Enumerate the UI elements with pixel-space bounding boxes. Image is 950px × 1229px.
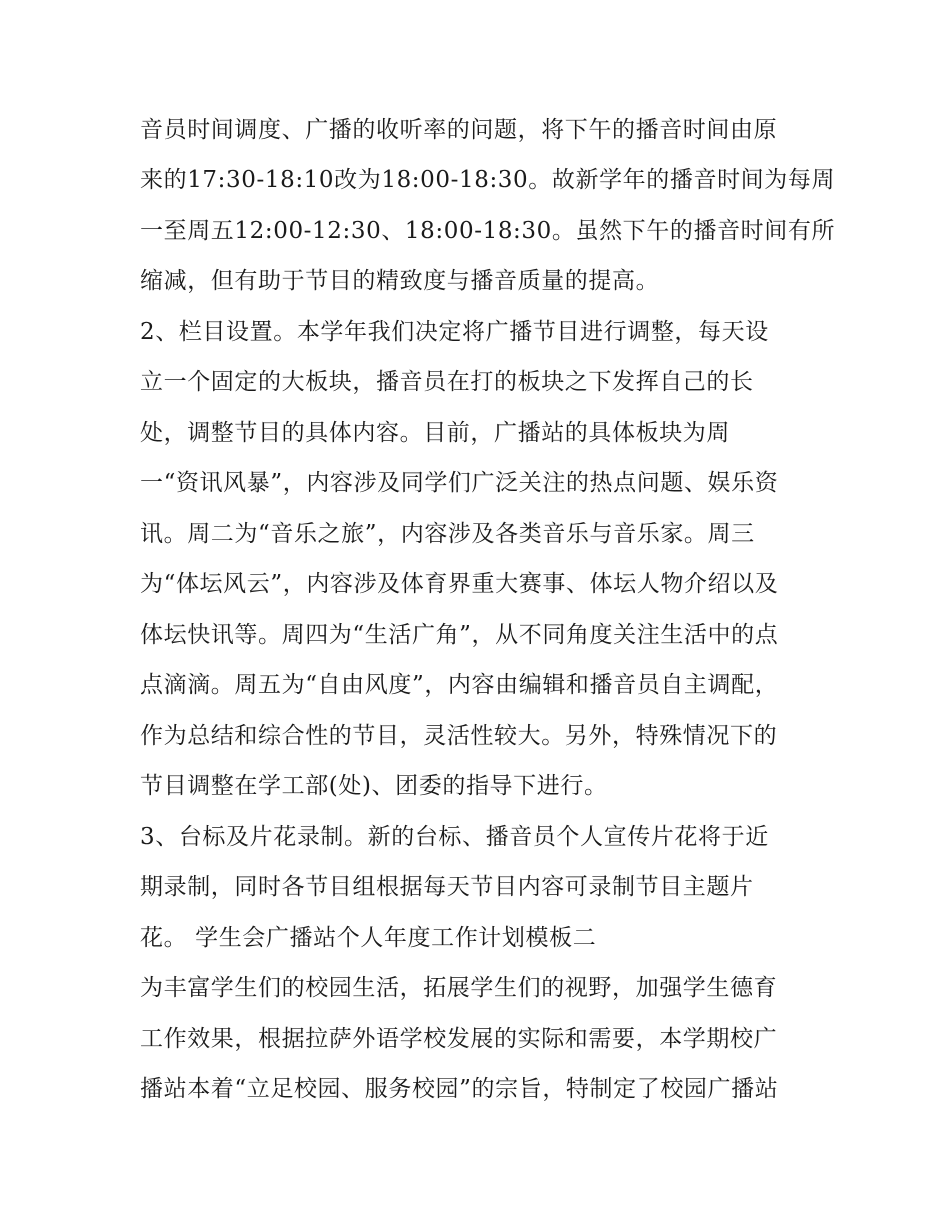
text-line-3: 一至周五12:00-12:30、18:00-18:30。虽然下午的播音时间有所 xyxy=(140,218,836,244)
text-line-2: 来的17:30-18:10改为18:00-18:30。故新学年的播音时间为每周 xyxy=(140,167,836,193)
text-line-18: 为丰富学生们的校园生活，拓展学生们的视野，加强学生德育 xyxy=(140,975,778,1001)
text-line-14: 节目调整在学工部(处)、团委的指导下进行。 xyxy=(140,773,608,799)
text-line-4: 缩减，但有助于节目的精致度与播音质量的提高。 xyxy=(140,268,660,294)
text-line-10: 为“体坛风云”，内容涉及体育界重大赛事、体坛人物介绍以及 xyxy=(140,571,779,597)
text-line-11: 体坛快讯等。周四为“生活广角”，从不同角度关注生活中的点 xyxy=(140,622,779,648)
text-line-8: 一“资讯风暴”，内容涉及同学们广泛关注的热点问题、娱乐资 xyxy=(140,470,779,496)
text-line-13: 作为总结和综合性的节目，灵活性较大。另外，特殊情况下的 xyxy=(140,723,778,749)
text-line-7: 处，调整节目的具体内容。目前，广播站的具体板块为周 xyxy=(140,420,730,446)
text-line-1: 音员时间调度、广播的收听率的问题，将下午的播音时间由原 xyxy=(140,117,778,143)
text-line-20: 播站本着“立足校园、服务校园”的宗旨，特制定了校园广播站 xyxy=(140,1076,779,1102)
text-line-16: 期录制，同时各节目组根据每天节目内容可录制节目主题片 xyxy=(140,874,754,900)
text-line-9: 讯。周二为“音乐之旅”，内容涉及各类音乐与音乐家。周三 xyxy=(140,521,755,547)
text-line-12: 点滴滴。周五为“自由风度”，内容由编辑和播音员自主调配， xyxy=(140,672,779,698)
text-line-19: 工作效果，根据拉萨外语学校发展的实际和需要，本学期校广 xyxy=(140,1026,778,1052)
text-line-17: 花。 学生会广播站个人年度工作计划模板二 xyxy=(140,925,597,951)
text-line-15: 3、台标及片花录制。新的台标、播音员个人宣传片花将于近 xyxy=(140,824,769,850)
text-line-6: 立一个固定的大板块，播音员在打的板块之下发挥自己的长 xyxy=(140,369,754,395)
text-line-5: 2、栏目设置。本学年我们决定将广播节目进行调整，每天设 xyxy=(140,319,769,345)
